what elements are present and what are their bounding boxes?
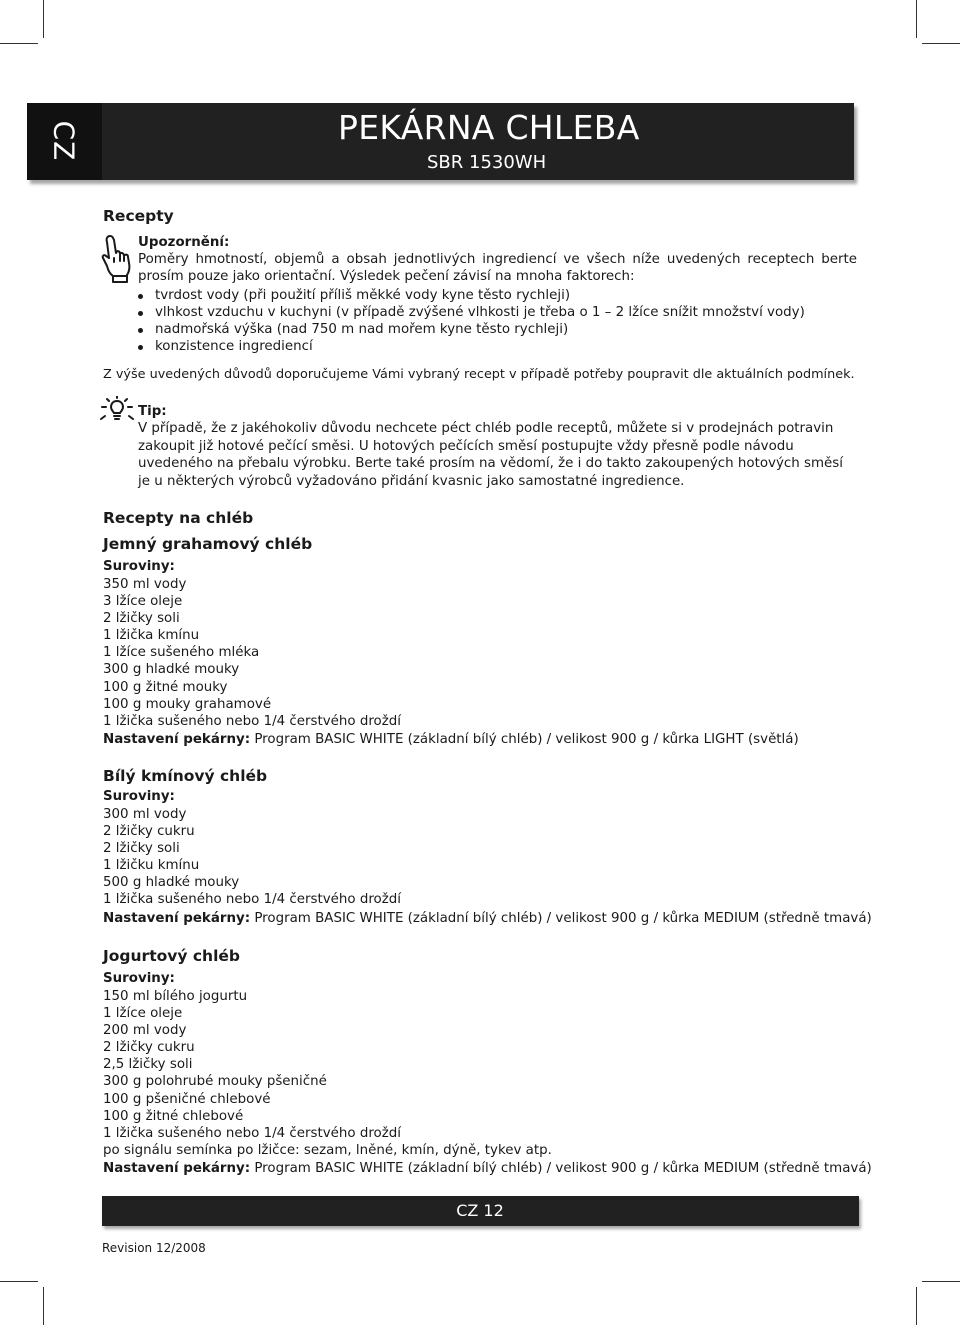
- baker-settings: [103, 910, 872, 927]
- baker-settings: [103, 731, 799, 748]
- tip-label: Tip:: [138, 404, 167, 419]
- crop-mark: [922, 1281, 960, 1282]
- tip-text: zakoupit již hotové pečící směsi. U hotových pečících směsí postupujte vždy přesně podle návodu: [138, 439, 794, 454]
- settings-value: Program BASIC WHITE (základní bílý chléb) / velikost 900 g / kůrka LIGHT (světlá): [254, 732, 799, 747]
- warning-label: Upozornění:: [138, 235, 230, 250]
- recipe-title: Jogurtový chléb: [103, 947, 240, 965]
- list-item: 1 lžička sušeného nebo 1/4 čerstvého droždí: [103, 713, 401, 729]
- crop-mark: [0, 1281, 38, 1282]
- crop-mark: [43, 1287, 44, 1325]
- bullet-icon: [138, 294, 143, 299]
- settings-label: Nastavení pekárny:: [103, 911, 251, 926]
- list-item: 1 lžičku kmínu: [103, 858, 200, 874]
- recipe-title: Jemný grahamový chléb: [103, 535, 313, 553]
- list-item: 3 lžíce oleje: [103, 594, 183, 610]
- list-item: 1 lžička sušeného nebo 1/4 čerstvého droždí: [103, 892, 401, 908]
- list-item: 100 g pšeničné chlebové: [103, 1091, 271, 1107]
- section-heading-recipes: Recepty: [103, 207, 174, 225]
- list-item: 1 lžíce oleje: [103, 1006, 183, 1022]
- list-item: 2 lžičky soli: [103, 611, 180, 627]
- bullet-icon: [138, 311, 143, 316]
- list-item: 1 lžička sušeného nebo 1/4 čerstvého droždí: [103, 1125, 401, 1141]
- list-item: 100 g žitné mouky: [103, 679, 228, 695]
- list-item: nadmořská výška (nad 750 m nad mořem kyne těsto rychleji): [155, 322, 569, 337]
- settings-label: Nastavení pekárny:: [103, 732, 251, 747]
- crop-mark: [916, 0, 917, 38]
- tip-text: je u některých výrobců vyžadováno přidání kvasnic jako samostatné ingredience.: [138, 474, 685, 489]
- list-item: konzistence ingrediencí: [155, 339, 313, 354]
- list-item: 300 g polohrubé mouky pšeničné: [103, 1074, 327, 1090]
- list-item: 300 ml vody: [103, 807, 187, 822]
- list-item: tvrdost vody (při použití příliš měkké vody kyne těsto rychleji): [155, 288, 571, 303]
- list-item: 2 lžičky cukru: [103, 824, 195, 840]
- list-item: 2 lžičky cukru: [103, 1040, 195, 1056]
- warning-text: prosím pouze jako orientační. Výsledek pečení závisí na mnoha faktorech:: [138, 269, 635, 284]
- list-item: 300 g hladké mouky: [103, 662, 240, 678]
- list-item: vlhkost vzduchu v kuchyni (v případě zvýšené vlhkosti je třeba o 1 – 2 lžíce snížit množství vody): [155, 305, 805, 320]
- ingredients-list: [103, 988, 552, 1159]
- crop-mark: [0, 43, 38, 44]
- ingredients-list: [103, 806, 401, 909]
- bullet-icon: [138, 345, 143, 350]
- recipe-title: Bílý kmínový chléb: [103, 767, 268, 785]
- list-item: 2 lžičky soli: [103, 841, 180, 857]
- model-number: SBR 1530WH: [427, 152, 547, 173]
- list-item: po signálu semínka po lžičce: sezam, lněné, kmín, dýně, tykev atp.: [103, 1142, 552, 1158]
- settings-value: Program BASIC WHITE (základní bílý chléb) / velikost 900 g / kůrka MEDIUM (středně tmavá): [254, 1161, 872, 1176]
- list-item: 200 ml vody: [103, 1023, 187, 1039]
- ingredients-list: [103, 576, 401, 730]
- list-item: 150 ml bílého jogurtu: [103, 989, 248, 1004]
- crop-mark: [916, 1287, 917, 1325]
- crop-mark: [43, 0, 44, 38]
- warning-text: Poměry hmotností, objemů a obsah jednotlivých ingrediencí ve všech níže uvedených receptech berte: [138, 252, 857, 267]
- ingredients-label: Suroviny:: [103, 789, 175, 804]
- tip-text: uvedeného na přebalu výrobku. Berte také prosím na vědomí, že i do takto zakoupených hotových směsí: [138, 456, 843, 471]
- settings-label: Nastavení pekárny:: [103, 1161, 251, 1176]
- list-item: 2,5 lžičky soli: [103, 1057, 193, 1073]
- recommendation-text: Z výše uvedených důvodů doporučujeme Vámi vybraný recept v případě potřeby poupravit dle aktuálních podmínek.: [103, 367, 855, 382]
- tip-text: V případě, že z jakéhokoliv důvodu nechcete péct chléb podle receptů, můžete si v prodejnách potravin: [138, 421, 834, 436]
- list-item: 100 g mouky grahamové: [103, 696, 272, 712]
- list-item: 500 g hladké mouky: [103, 875, 240, 891]
- section-heading-bread-recipes: Recepty na chléb: [103, 509, 254, 527]
- list-item: 350 ml vody: [103, 577, 187, 592]
- settings-value: Program BASIC WHITE (základní bílý chléb) / velikost 900 g / kůrka MEDIUM (středně tmavá): [254, 911, 872, 926]
- ingredients-label: Suroviny:: [103, 559, 175, 574]
- list-item: 1 lžička kmínu: [103, 628, 200, 644]
- revision-note: Revision 12/2008: [102, 1241, 206, 1255]
- lightbulb-hand-icon: [99, 396, 135, 420]
- list-item: 100 g žitné chlebové: [103, 1108, 244, 1124]
- bullet-icon: [138, 328, 143, 333]
- document-title: PEKÁRNA CHLEBA: [338, 108, 640, 147]
- list-item: 1 lžíce sušeného mléka: [103, 645, 260, 661]
- crop-mark: [922, 43, 960, 44]
- baker-settings: [103, 1160, 872, 1177]
- pointing-hand-icon: [101, 234, 131, 284]
- ingredients-label: Suroviny:: [103, 971, 175, 986]
- language-code: CZ: [47, 120, 81, 162]
- page-number: CZ 12: [456, 1201, 504, 1220]
